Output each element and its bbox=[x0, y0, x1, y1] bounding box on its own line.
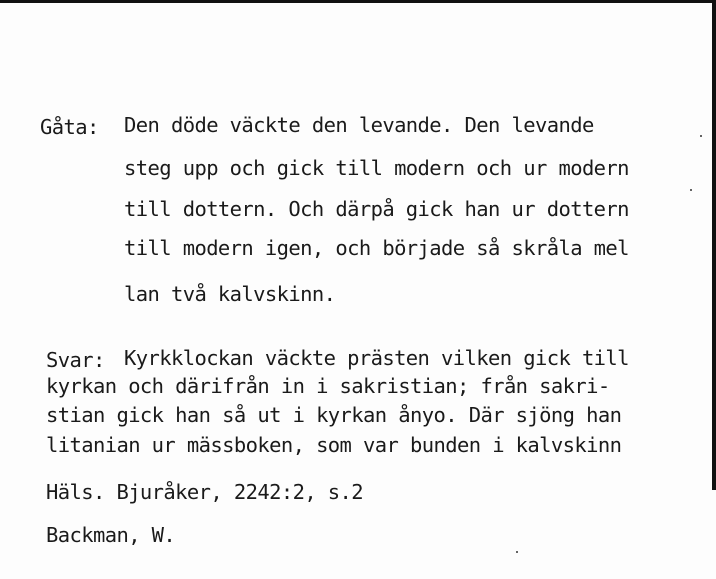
riddle-line-3: till dottern. Och därpå gick han ur dottern bbox=[124, 197, 629, 221]
answer-line-3: stian gick han så ut i kyrkan ånyo. Där sjöng han bbox=[46, 403, 622, 427]
scan-speck bbox=[700, 135, 702, 137]
collector-name: Backman, W. bbox=[46, 523, 176, 547]
riddle-line-1: Den döde väckte den levande. Den levande bbox=[124, 113, 594, 137]
scan-speck bbox=[690, 189, 692, 191]
riddle-label: Gåta: bbox=[40, 115, 99, 139]
riddle-line-4: till modern igen, och började så skråla mel bbox=[124, 236, 629, 260]
card-top-border bbox=[0, 0, 716, 3]
answer-line-2: kyrkan och därifrån in i sakristian; från sakri- bbox=[46, 374, 610, 398]
riddle-line-2: steg upp och gick till modern och ur modern bbox=[124, 156, 629, 180]
answer-line-4: litanian ur mässboken, som var bunden i kalvskinn bbox=[46, 433, 622, 457]
answer-label: Svar: bbox=[46, 348, 105, 372]
card-right-border bbox=[712, 0, 716, 490]
source-reference: Häls. Bjuråker, 2242:2, s.2 bbox=[46, 480, 364, 504]
answer-line-1: Kyrkklockan väckte prästen vilken gick till bbox=[124, 346, 629, 370]
scan-speck bbox=[516, 551, 518, 553]
riddle-line-5: lan två kalvskinn. bbox=[124, 282, 336, 306]
